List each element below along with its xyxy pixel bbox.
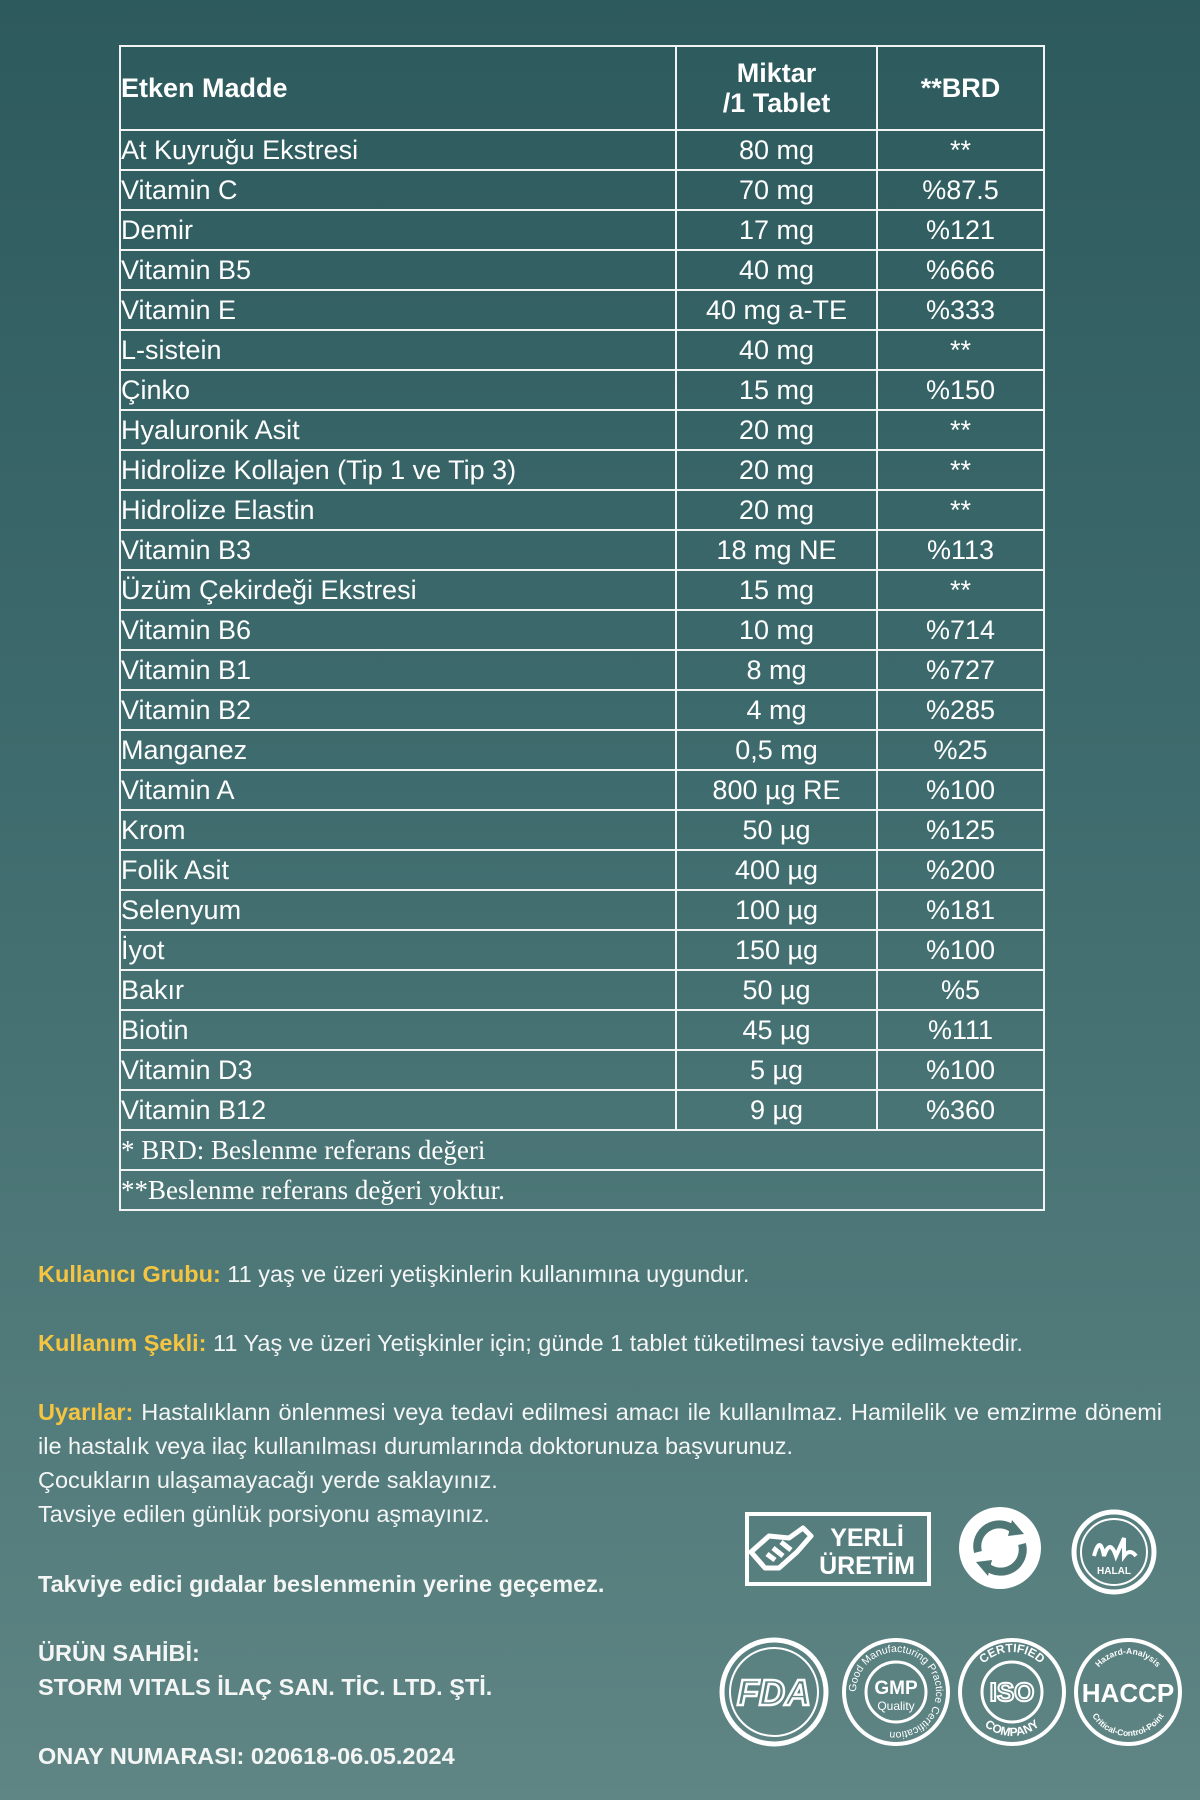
ingredients-table-wrapper	[119, 45, 1043, 1211]
ingredient-brd: %200	[877, 850, 1044, 890]
table-note-row	[120, 1170, 1044, 1210]
fda-badge	[718, 1636, 830, 1748]
warnings-paragraph	[38, 1395, 1162, 1463]
owner-label: ÜRÜN SAHİBİ:	[38, 1640, 200, 1666]
ingredient-name: Vitamin B5	[120, 250, 676, 290]
ingredient-brd: %360	[877, 1090, 1044, 1130]
warnings-label: Uyarılar:	[38, 1399, 134, 1425]
owner-name: STORM VITALS İLAÇ SAN. TİC. LTD. ŞTİ.	[38, 1674, 493, 1700]
header-brd: **BRD	[877, 46, 1044, 130]
user-group-line	[38, 1257, 1162, 1291]
ingredient-name: Vitamin B3	[120, 530, 676, 570]
ingredient-name: Biotin	[120, 1010, 676, 1050]
ingredient-brd: %121	[877, 210, 1044, 250]
ingredient-brd: %25	[877, 730, 1044, 770]
ingredient-name: Çinko	[120, 370, 676, 410]
yerli-uretim-badge	[745, 1512, 931, 1586]
recycle-badge	[956, 1504, 1044, 1592]
ingredient-amount: 0,5 mg	[676, 730, 877, 770]
ingredient-amount: 17 mg	[676, 210, 877, 250]
ingredient-name: Vitamin B6	[120, 610, 676, 650]
table-row	[120, 730, 1044, 770]
yerli-text: YERLİ	[830, 1524, 904, 1552]
table-row	[120, 330, 1044, 370]
ingredient-brd: %666	[877, 250, 1044, 290]
ingredient-name: Hidrolize Kollajen (Tip 1 ve Tip 3)	[120, 450, 676, 490]
gmp-ring-text: Good Manufacturing Practice Certification	[846, 1642, 946, 1742]
ingredient-amount: 20 mg	[676, 490, 877, 530]
ingredient-brd: %100	[877, 1050, 1044, 1090]
ingredient-brd: %5	[877, 970, 1044, 1010]
supplement-note: Takviye edici gıdalar beslenmenin yerine geçemez.	[38, 1571, 605, 1597]
approval-number: ONAY NUMARASI: 020618-06.05.2024	[38, 1743, 455, 1769]
halal-text: HALAL	[1097, 1566, 1131, 1577]
uretim-text: ÜRETİM	[819, 1552, 915, 1580]
ingredient-amount: 5 µg	[676, 1050, 877, 1090]
table-row	[120, 890, 1044, 930]
ingredient-brd: %150	[877, 370, 1044, 410]
ingredient-brd: **	[877, 410, 1044, 450]
ingredient-amount: 8 mg	[676, 650, 877, 690]
table-row	[120, 810, 1044, 850]
ingredient-name: Selenyum	[120, 890, 676, 930]
table-row	[120, 370, 1044, 410]
halal-badge	[1070, 1508, 1158, 1596]
table-row	[120, 690, 1044, 730]
iso-badge	[956, 1636, 1068, 1748]
haccp-bottom-text: Critical-Control-Point	[1090, 1711, 1166, 1739]
ingredient-amount: 45 µg	[676, 1010, 877, 1050]
table-row	[120, 770, 1044, 810]
ingredient-amount: 4 mg	[676, 690, 877, 730]
ingredient-name: Manganez	[120, 730, 676, 770]
table-row	[120, 490, 1044, 530]
ingredient-amount: 150 µg	[676, 930, 877, 970]
ingredient-name: Hidrolize Elastin	[120, 490, 676, 530]
table-row	[120, 650, 1044, 690]
ingredient-brd: %125	[877, 810, 1044, 850]
ingredient-brd: **	[877, 450, 1044, 490]
ingredient-brd: **	[877, 330, 1044, 370]
ingredient-name: İyot	[120, 930, 676, 970]
ingredient-brd: %333	[877, 290, 1044, 330]
ingredient-brd: %87.5	[877, 170, 1044, 210]
ingredient-amount: 20 mg	[676, 410, 877, 450]
warnings-text: Hastalıklann önlenmesi veya tedavi edilmesi amacı ile kullanılmaz. Hamilelik ve emzirme dönemi ile hastalık veya ilaç kullanılması durumlarında doktorunuza başvurunuz.	[38, 1399, 1162, 1459]
ingredient-brd: %285	[877, 690, 1044, 730]
gmp-text: GMP	[874, 1678, 918, 1699]
ingredient-amount: 18 mg NE	[676, 530, 877, 570]
table-row	[120, 530, 1044, 570]
table-row	[120, 1090, 1044, 1130]
ingredient-amount: 20 mg	[676, 450, 877, 490]
haccp-text: HACCP	[1081, 1678, 1175, 1708]
iso-certified-text: CERTIFIED	[976, 1640, 1048, 1667]
ingredient-brd: %727	[877, 650, 1044, 690]
table-body	[120, 130, 1044, 1130]
table-row	[120, 850, 1044, 890]
table-row	[120, 210, 1044, 250]
ingredient-amount: 50 µg	[676, 810, 877, 850]
ingredient-amount: 800 µg RE	[676, 770, 877, 810]
ingredient-brd: **	[877, 490, 1044, 530]
ingredient-name: L-sistein	[120, 330, 676, 370]
table-row	[120, 970, 1044, 1010]
table-row	[120, 570, 1044, 610]
ingredient-amount: 15 mg	[676, 370, 877, 410]
ingredient-amount: 10 mg	[676, 610, 877, 650]
ingredient-name: Vitamin C	[120, 170, 676, 210]
ingredient-brd: %100	[877, 770, 1044, 810]
ingredient-name: Hyaluronik Asit	[120, 410, 676, 450]
ingredient-amount: 40 mg a-TE	[676, 290, 877, 330]
ingredient-brd: **	[877, 570, 1044, 610]
ingredient-brd: %181	[877, 890, 1044, 930]
note-no-reference-value: **Beslenme referans değeri yoktur.	[120, 1170, 1044, 1210]
ingredient-name: Krom	[120, 810, 676, 850]
ingredient-name: Demir	[120, 210, 676, 250]
ingredient-brd: %100	[877, 930, 1044, 970]
header-amount-line1: Miktar	[736, 58, 817, 88]
ingredient-brd: %111	[877, 1010, 1044, 1050]
ingredient-brd: %714	[877, 610, 1044, 650]
ingredient-amount: 40 mg	[676, 250, 877, 290]
usage-line	[38, 1326, 1162, 1360]
ingredient-amount: 40 mg	[676, 330, 877, 370]
ingredient-amount: 70 mg	[676, 170, 877, 210]
ingredient-name: Vitamin B12	[120, 1090, 676, 1130]
usage-label: Kullanım Şekli:	[38, 1330, 207, 1356]
ingredient-brd: %113	[877, 530, 1044, 570]
ingredient-name: Vitamin E	[120, 290, 676, 330]
ingredient-amount: 400 µg	[676, 850, 877, 890]
table-row	[120, 450, 1044, 490]
ingredient-brd: **	[877, 130, 1044, 170]
header-active-ingredient: Etken Madde	[120, 46, 676, 130]
table-row	[120, 1010, 1044, 1050]
ingredient-amount: 15 mg	[676, 570, 877, 610]
haccp-top-text: Hazard-Analysis	[1093, 1645, 1163, 1669]
header-amount	[676, 46, 877, 130]
handshake-icon	[751, 1528, 811, 1568]
ingredient-name: Vitamin A	[120, 770, 676, 810]
table-row	[120, 290, 1044, 330]
table-row	[120, 250, 1044, 290]
iso-company-text: COMPANY	[982, 1716, 1042, 1740]
table-row	[120, 130, 1044, 170]
fda-text: FDA	[737, 1672, 811, 1713]
haccp-badge	[1072, 1636, 1184, 1748]
ingredient-name: Üzüm Çekirdeği Ekstresi	[120, 570, 676, 610]
halal-script-icon	[1094, 1538, 1136, 1556]
warnings-line-dosage: Tavsiye edilen günlük porsiyonu aşmayınız.	[38, 1501, 490, 1527]
table-header-row	[120, 46, 1044, 130]
ingredient-amount: 50 µg	[676, 970, 877, 1010]
gmp-badge	[840, 1636, 952, 1748]
gmp-quality-text: Quality	[877, 1699, 915, 1713]
note-brd-definition: * BRD: Beslenme referans değeri	[120, 1130, 1044, 1170]
table-row	[120, 1050, 1044, 1090]
warnings-line-children: Çocukların ulaşamayacağı yerde saklayınız.	[38, 1467, 498, 1493]
ingredient-name: Vitamin D3	[120, 1050, 676, 1090]
ingredient-name: Bakır	[120, 970, 676, 1010]
table-row	[120, 170, 1044, 210]
ingredient-amount: 9 µg	[676, 1090, 877, 1130]
table-row	[120, 410, 1044, 450]
usage-text: 11 Yaş ve üzeri Yetişkinler için; günde 1 tablet tüketilmesi tavsiye edilmektedir.	[206, 1330, 1023, 1356]
header-amount-line2: /1 Tablet	[722, 88, 831, 118]
iso-text: ISO	[989, 1677, 1035, 1707]
ingredient-name: Folik Asit	[120, 850, 676, 890]
ingredient-name: Vitamin B2	[120, 690, 676, 730]
ingredient-name: Vitamin B1	[120, 650, 676, 690]
ingredient-amount: 100 µg	[676, 890, 877, 930]
table-row	[120, 930, 1044, 970]
user-group-text: 11 yaş ve üzeri yetişkinlerin kullanımına uygundur.	[220, 1261, 750, 1287]
owner-block	[38, 1636, 738, 1704]
ingredient-amount: 80 mg	[676, 130, 877, 170]
table-note-row	[120, 1130, 1044, 1170]
recycle-circle	[959, 1507, 1041, 1589]
user-group-label: Kullanıcı Grubu:	[38, 1261, 221, 1287]
ingredient-name: At Kuyruğu Ekstresi	[120, 130, 676, 170]
table-row	[120, 610, 1044, 650]
ingredients-table	[119, 45, 1045, 1211]
